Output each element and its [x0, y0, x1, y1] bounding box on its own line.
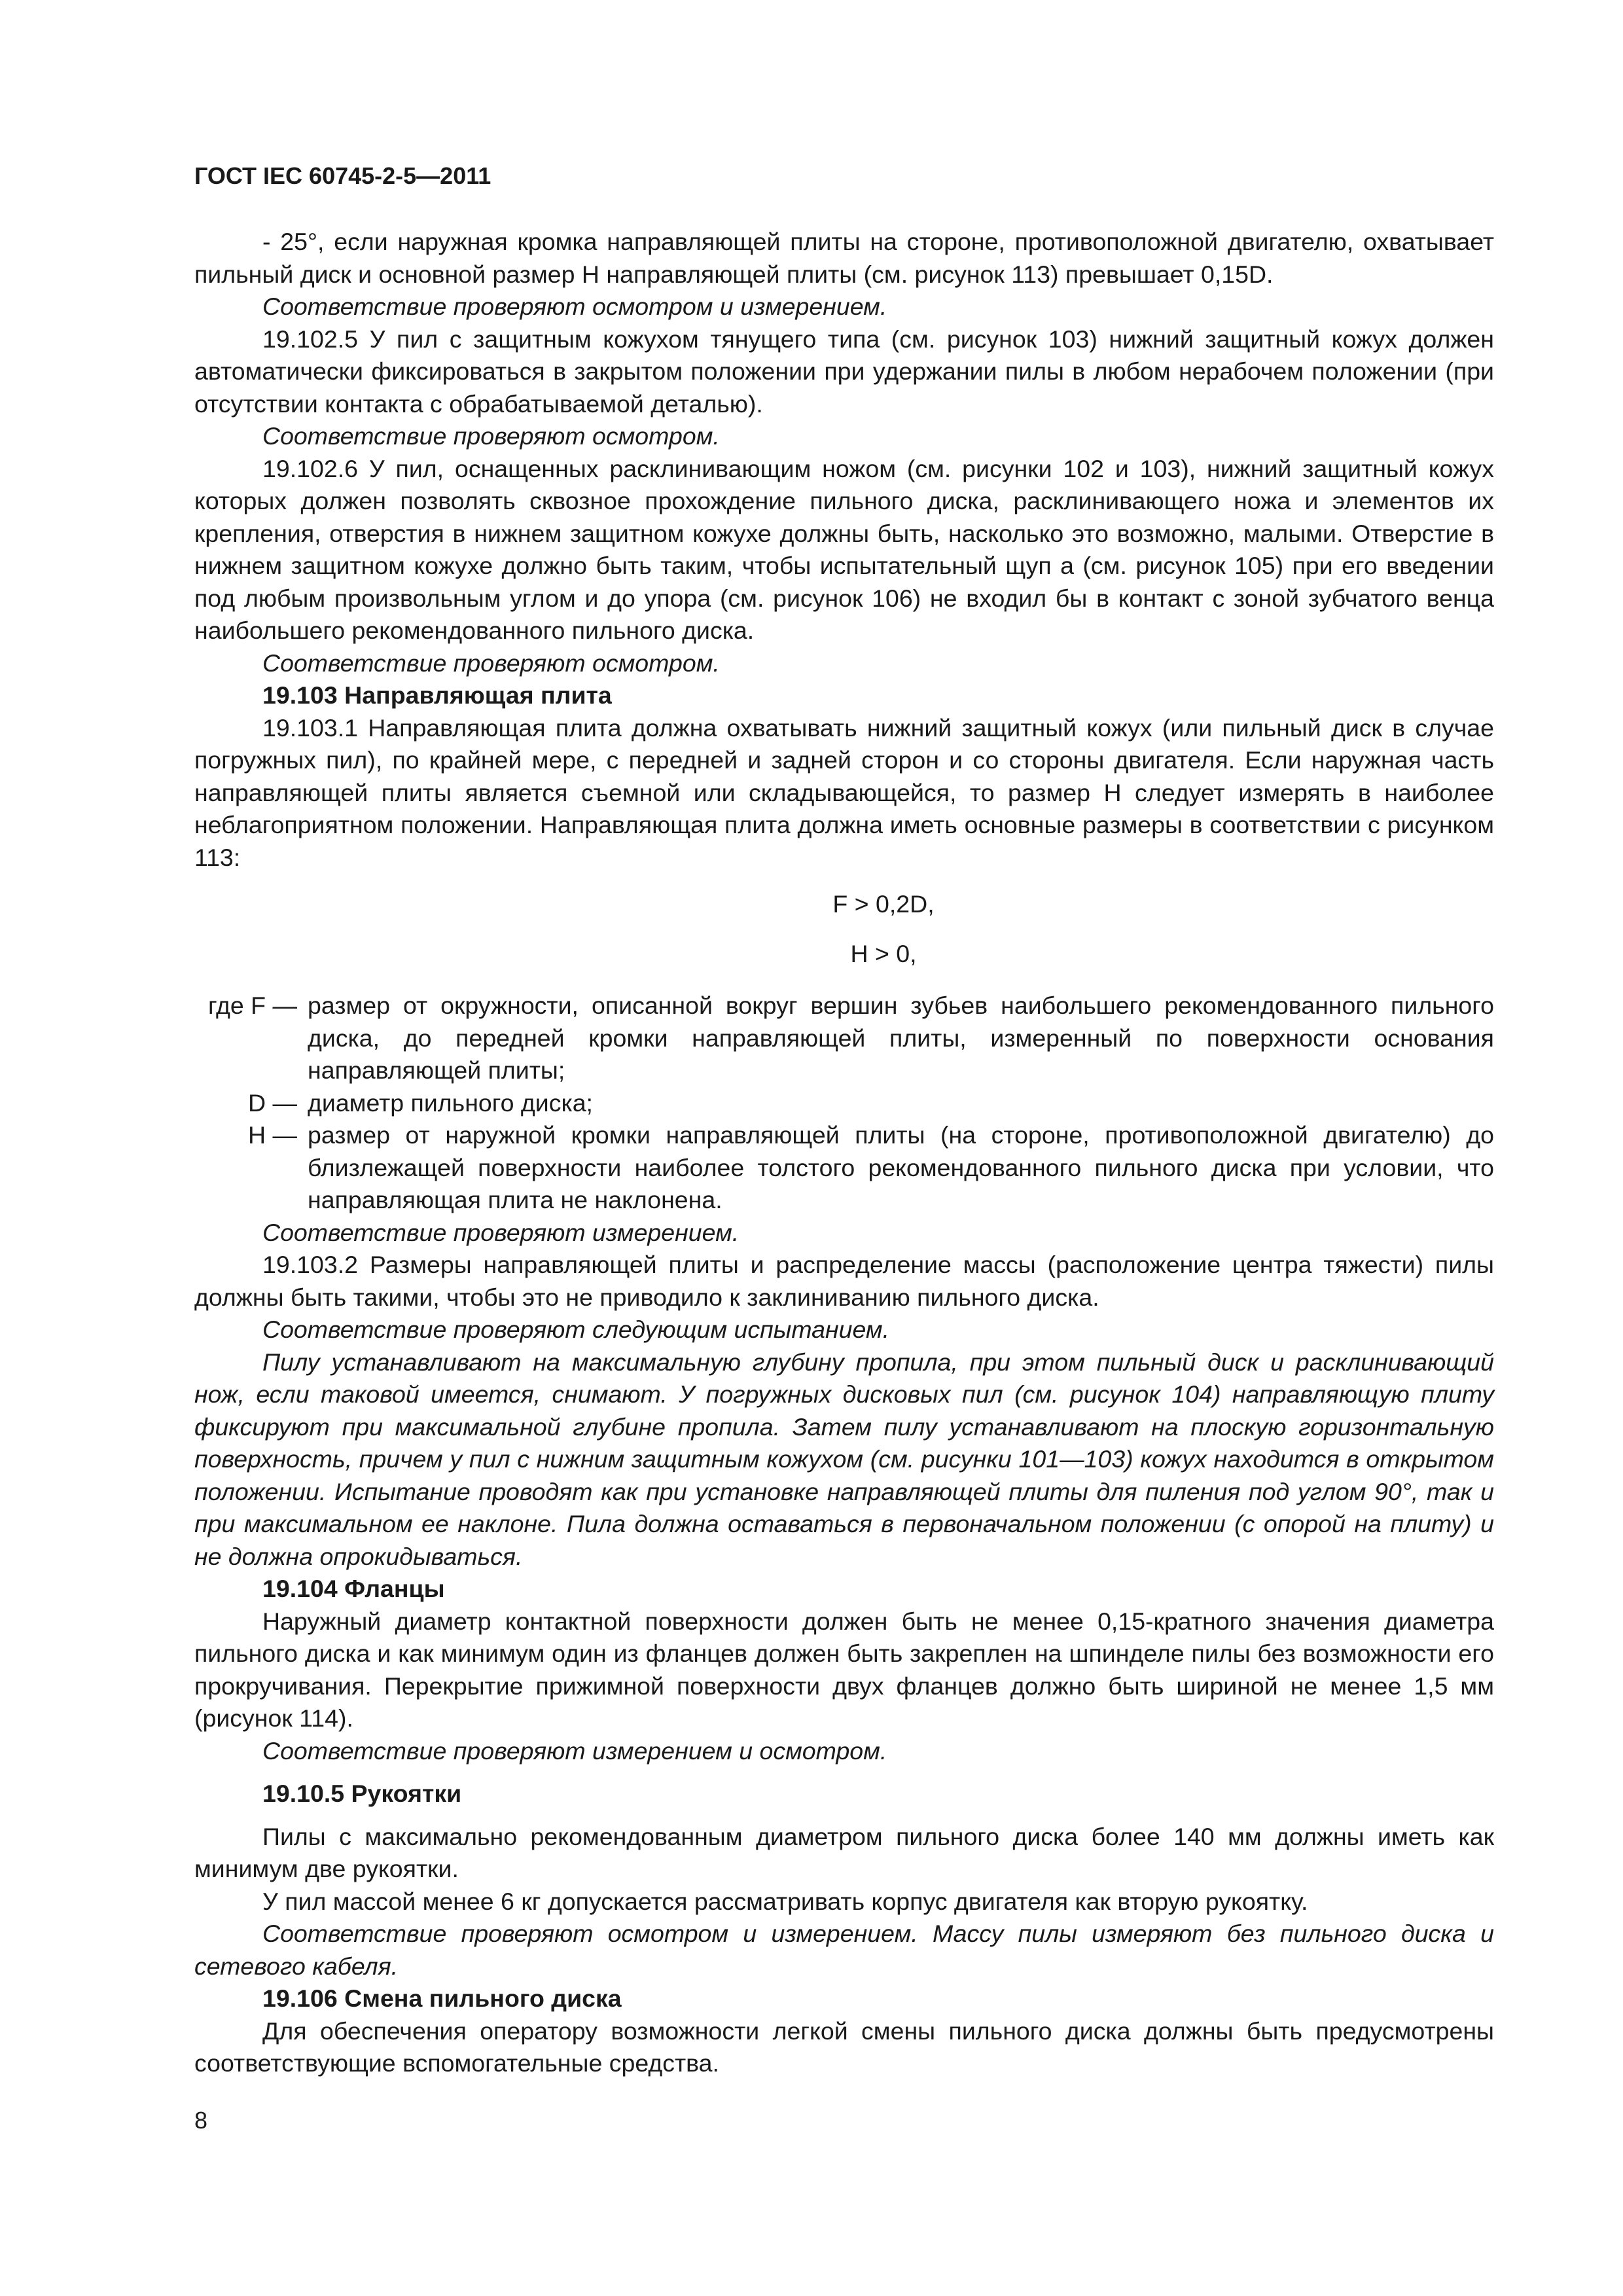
section-heading-19-10-5: 19.10.5 Рукоятки	[262, 1780, 462, 1807]
clause-19-103-1: 19.103.1 Направляющая плита должна охватывать нижний защитный кожух (или пильный диск в случае погружных пил), по крайней мере, с передней и задней сторон и со стороны двигателя. Если наружная часть направляющей плиты является съемной или складывающейся, то размер H следует измерять в наиболее неблагоприятном положении. Направляющая плита должна иметь основные размеры в соответствии с рисунком 113:	[194, 713, 1494, 871]
definition-term: H —	[248, 1121, 297, 1149]
definition-h	[194, 1119, 1494, 1217]
clause-19-102-5: 19.102.5 У пил с защитным кожухом тянущего типа (см. рисунок 103) нижний защитный кожух должен автоматически фиксироваться в закрытом положении при удержании пилы в любом нерабочем положении (при отсутствии контакта с обрабатываемой деталью).	[194, 325, 1494, 418]
test-procedure: Пилу устанавливают на максимальную глубину пропила, при этом пильный диск и расклинивающий нож, если таковой имеется, снимают. У погружных дисковых пил (см. рисунок 104) направляющую плиту фиксируют при максимальной глубине пропила. Затем пилу устанавливают на плоскую горизонтальную поверхность, причем у пил с нижним защитным кожухом (см. рисунки 101—103) кожух находится в открытом положении. Испытание проводят как при установке направляющей плиты для пиления под углом 90°, так и при максимальном ее наклоне. Пила должна оставаться в первоначальном положении (с опорой на плиту) и не должна опрокидываться.	[194, 1348, 1494, 1570]
clause-19-104: Наружный диаметр контактной поверхности должен быть не менее 0,15-кратного значения диаметра пильного диска и как минимум один из фланцев должен быть закреплен на шпинделе пилы без возможности его прокручивания. Перекрытие прижимной поверхности двух фланцев должно быть шириной не менее 1,5 мм (рисунок 114).	[194, 1607, 1494, 1732]
page-number: 8	[194, 2107, 208, 2134]
definition-f	[194, 990, 1494, 1087]
definitions-list	[194, 990, 1494, 1217]
definition-d	[194, 1087, 1494, 1120]
clause-19-103-2: 19.103.2 Размеры направляющей плиты и распределение массы (расположение центра тяжести) пилы должны быть такими, чтобы это не приводило к заклиниванию пильного диска.	[194, 1251, 1494, 1311]
compliance-note: Соответствие проверяют следующим испытанием.	[262, 1316, 890, 1343]
section-heading-19-106: 19.106 Смена пильного диска	[262, 1984, 622, 2012]
definition-term: D —	[248, 1088, 297, 1117]
formula-f: F > 0,2D,	[832, 890, 935, 918]
paragraph-angle-25: - 25°, если наружная кромка направляющей плиты на стороне, противоположной двигателю, охватывает пильный диск и основной размер H направляющей плиты (см. рисунок 113) превышает 0,15D.	[194, 228, 1494, 288]
definition-term: где F —	[208, 992, 297, 1019]
clause-19-10-5: Пилы с максимально рекомендованным диаметром пильного диска более 140 мм должны иметь как минимум две рукоятки.	[194, 1822, 1494, 1882]
section-heading-19-103: 19.103 Направляющая плита	[262, 681, 612, 709]
definition-text: диаметр пильного диска;	[308, 1088, 593, 1117]
compliance-note: Соответствие проверяют осмотром и измерением. Массу пилы измеряют без пильного диска и сетевого кабеля.	[194, 1920, 1494, 1980]
document-body	[194, 226, 1494, 2080]
definition-text: размер от окружности, описанной вокруг вершин зубьев наибольшего рекомендованного пильного диска, до передней кромки направляющей плиты, измеренный по поверхности основания направляющей плиты;	[308, 992, 1494, 1084]
clause-19-10-5-mass: У пил массой менее 6 кг допускается рассматривать корпус двигателя как вторую рукоятку.	[262, 1887, 1308, 1915]
clause-19-106: Для обеспечения оператору возможности легкой смены пильного диска должны быть предусмотрены соответствующие вспомогательные средства.	[194, 2017, 1494, 2077]
definition-text: размер от наружной кромки направляющей плиты (на стороне, противоположной двигателю) до близлежащей поверхности наиболее толстого рекомендованного пильного диска при условии, что направляющая плита не наклонена.	[308, 1121, 1494, 1213]
clause-19-102-6: 19.102.6 У пил, оснащенных расклинивающим ножом (см. рисунки 102 и 103), нижний защитный кожух которых должен позволять сквозное прохождение пильного диска, расклинивающего ножа и элементов их крепления, отверстия в нижнем защитном кожухе должны быть, насколько это возможно, малыми. Отверстие в нижнем защитном кожухе должно быть таким, чтобы испытательный щуп a (см. рисунок 105) при его введении под любым произвольным углом и до упора (см. рисунок 106) не входил бы в контакт с зоной зубчатого венца наибольшего рекомендованного пильного диска.	[194, 454, 1494, 644]
document-header: ГОСТ IEC 60745-2-5—2011	[194, 162, 491, 189]
compliance-note: Соответствие проверяют осмотром и измерением.	[262, 293, 887, 320]
compliance-note: Соответствие проверяют осмотром.	[262, 422, 720, 450]
formula-h: H > 0,	[850, 939, 917, 967]
compliance-note: Соответствие проверяют измерением и осмотром.	[262, 1736, 887, 1765]
compliance-note: Соответствие проверяют осмотром.	[262, 649, 720, 677]
compliance-note: Соответствие проверяют измерением.	[262, 1218, 740, 1246]
section-heading-19-104: 19.104 Фланцы	[262, 1575, 445, 1602]
